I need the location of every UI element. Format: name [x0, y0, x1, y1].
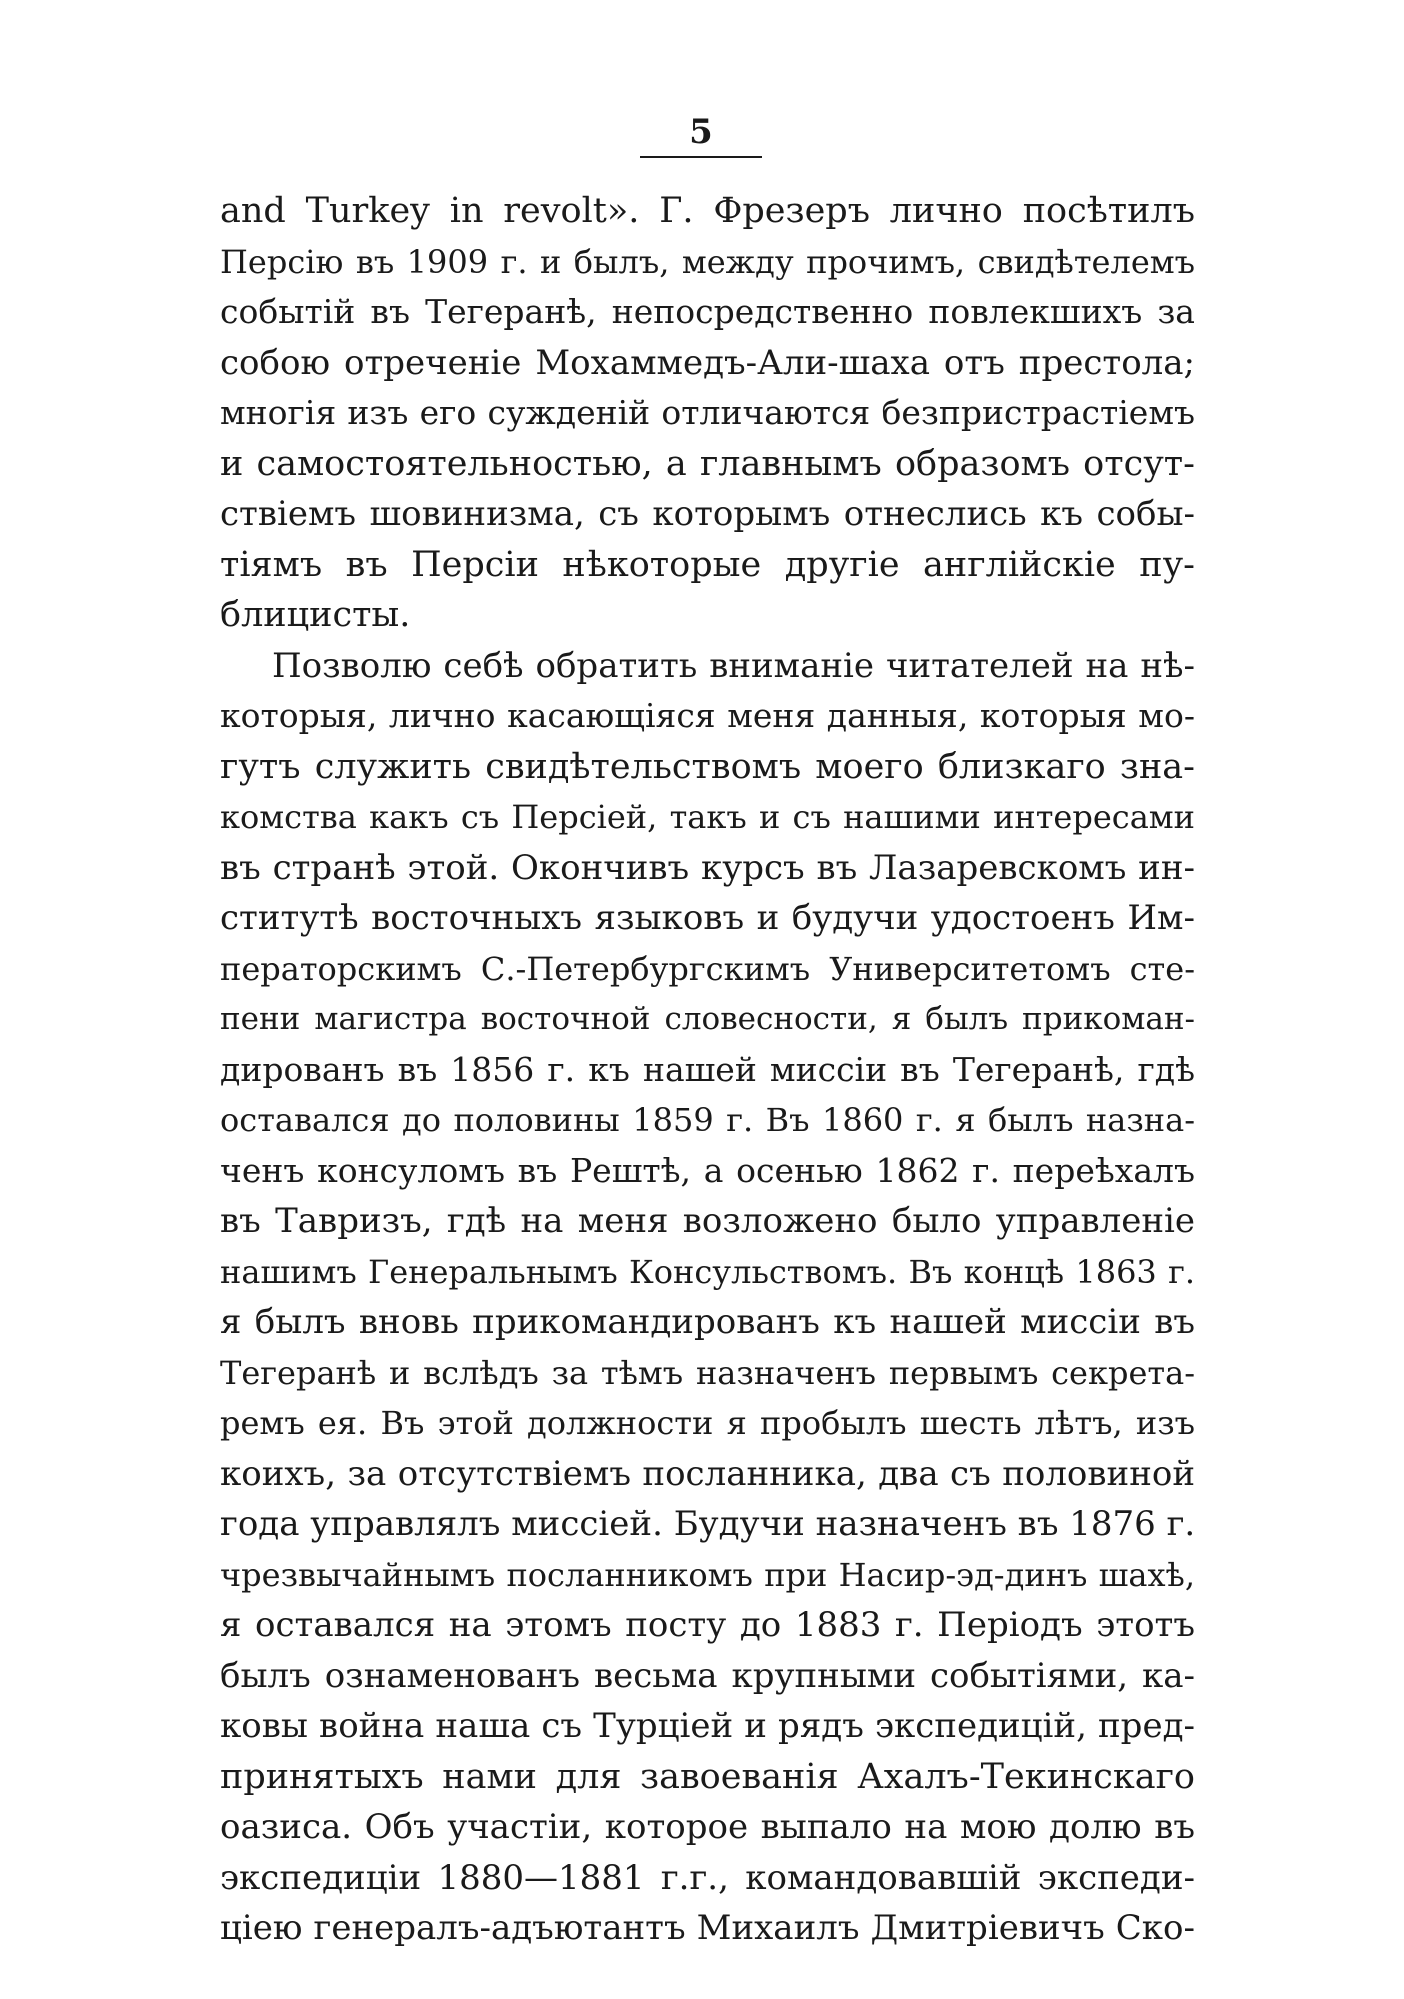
text-line: гутъ служить свидѣтельствомъ моего близкаго зна-	[220, 746, 1195, 787]
text-line: чрезвычайнымъ посланникомъ при Насир-эд-динъ шахѣ,	[220, 1555, 1195, 1594]
text-line: многія изъ его сужденій отличаются безпристрастіемъ	[220, 393, 1195, 432]
text-line: нашимъ Генеральнымъ Консульствомъ. Въ концѣ 1863 г.	[220, 1252, 1195, 1291]
text-line: ператорскимъ С.-Петербургскимъ Университетомъ сте-	[220, 949, 1195, 988]
text-line: принятыхъ нами для завоеванія Ахалъ-Текинскаго	[220, 1756, 1195, 1797]
text-line: въ странѣ этой. Окончивъ курсъ въ Лазаревскомъ ин-	[220, 847, 1195, 888]
text-line: ствіемъ шовинизма, съ которымъ отнеслись къ собы-	[220, 494, 1195, 534]
text-line: Персію въ 1909 г. и былъ, между прочимъ, свидѣтелемъ	[220, 242, 1195, 281]
text-line: и самостоятельностью, а главнымъ образомъ отсут-	[220, 443, 1195, 484]
text-line: событій въ Тегеранѣ, непосредственно повлекшихъ за	[220, 292, 1195, 331]
text-line: года управлялъ миссіей. Будучи назначенъ въ 1876 г.	[220, 1504, 1195, 1544]
text-line: которыя, лично касающіяся меня данныя, которыя мо-	[220, 696, 1195, 735]
text-line: оазиса. Объ участіи, которое выпало на мою долю въ	[220, 1807, 1195, 1847]
text-line: блицисты.	[220, 595, 411, 635]
page-number: 5	[689, 112, 713, 152]
paragraph-start-line: Позволю себѣ обратить вниманіе читателей на нѣ-	[272, 645, 1195, 686]
text-line: комства какъ съ Персіей, такъ и съ нашими интересами	[220, 798, 1195, 836]
text-line: ченъ консуломъ въ Рештѣ, а осенью 1862 г. переѣхалъ	[220, 1150, 1195, 1190]
text-line: въ Тавризъ, гдѣ на меня возложено было управленіе	[220, 1201, 1195, 1241]
text-line: я былъ вновь прикомандированъ къ нашей миссіи въ	[220, 1302, 1195, 1342]
text-line: пени магистра восточной словесности, я былъ прикоман-	[220, 1001, 1195, 1037]
text-line: ремъ ея. Въ этой должности я пробылъ шесть лѣтъ, изъ	[220, 1404, 1195, 1442]
text-line: былъ ознаменованъ весьма крупными событіями, ка-	[220, 1655, 1195, 1696]
text-line: дированъ въ 1856 г. къ нашей миссіи въ Тегеранѣ, гдѣ	[220, 1049, 1195, 1089]
text-line: я оставался на этомъ посту до 1883 г. Періодъ этотъ	[220, 1605, 1195, 1645]
text-line: ціею генералъ-адъютантъ Михаилъ Дмитріевичъ Ско-	[220, 1908, 1195, 1948]
text-line: and Turkey in revolt». Г. Фрезеръ лично посѣтилъ	[220, 191, 1195, 231]
body-text	[220, 186, 1195, 1954]
page-number-rule	[640, 156, 762, 158]
text-line: коихъ, за отсутствіемъ посланника, два съ половиной	[220, 1453, 1195, 1494]
text-line: ститутѣ восточныхъ языковъ и будучи удостоенъ Им-	[220, 898, 1195, 938]
text-line: собою отреченіе Мохаммедъ-Али-шаха отъ престола;	[220, 342, 1195, 383]
text-line: экспедиціи 1880—1881 г.г., командовавшій экспеди-	[220, 1857, 1195, 1898]
text-line: ковы война наша съ Турціей и рядъ экспедицій, пред-	[220, 1706, 1195, 1746]
text-line: оставался до половины 1859 г. Въ 1860 г. я былъ назна-	[220, 1101, 1195, 1139]
text-line: тіямъ въ Персіи нѣкоторые другіе англійскіе пу-	[220, 544, 1195, 585]
text-line: Тегеранѣ и вслѣдъ за тѣмъ назначенъ первымъ секрета-	[220, 1353, 1195, 1392]
